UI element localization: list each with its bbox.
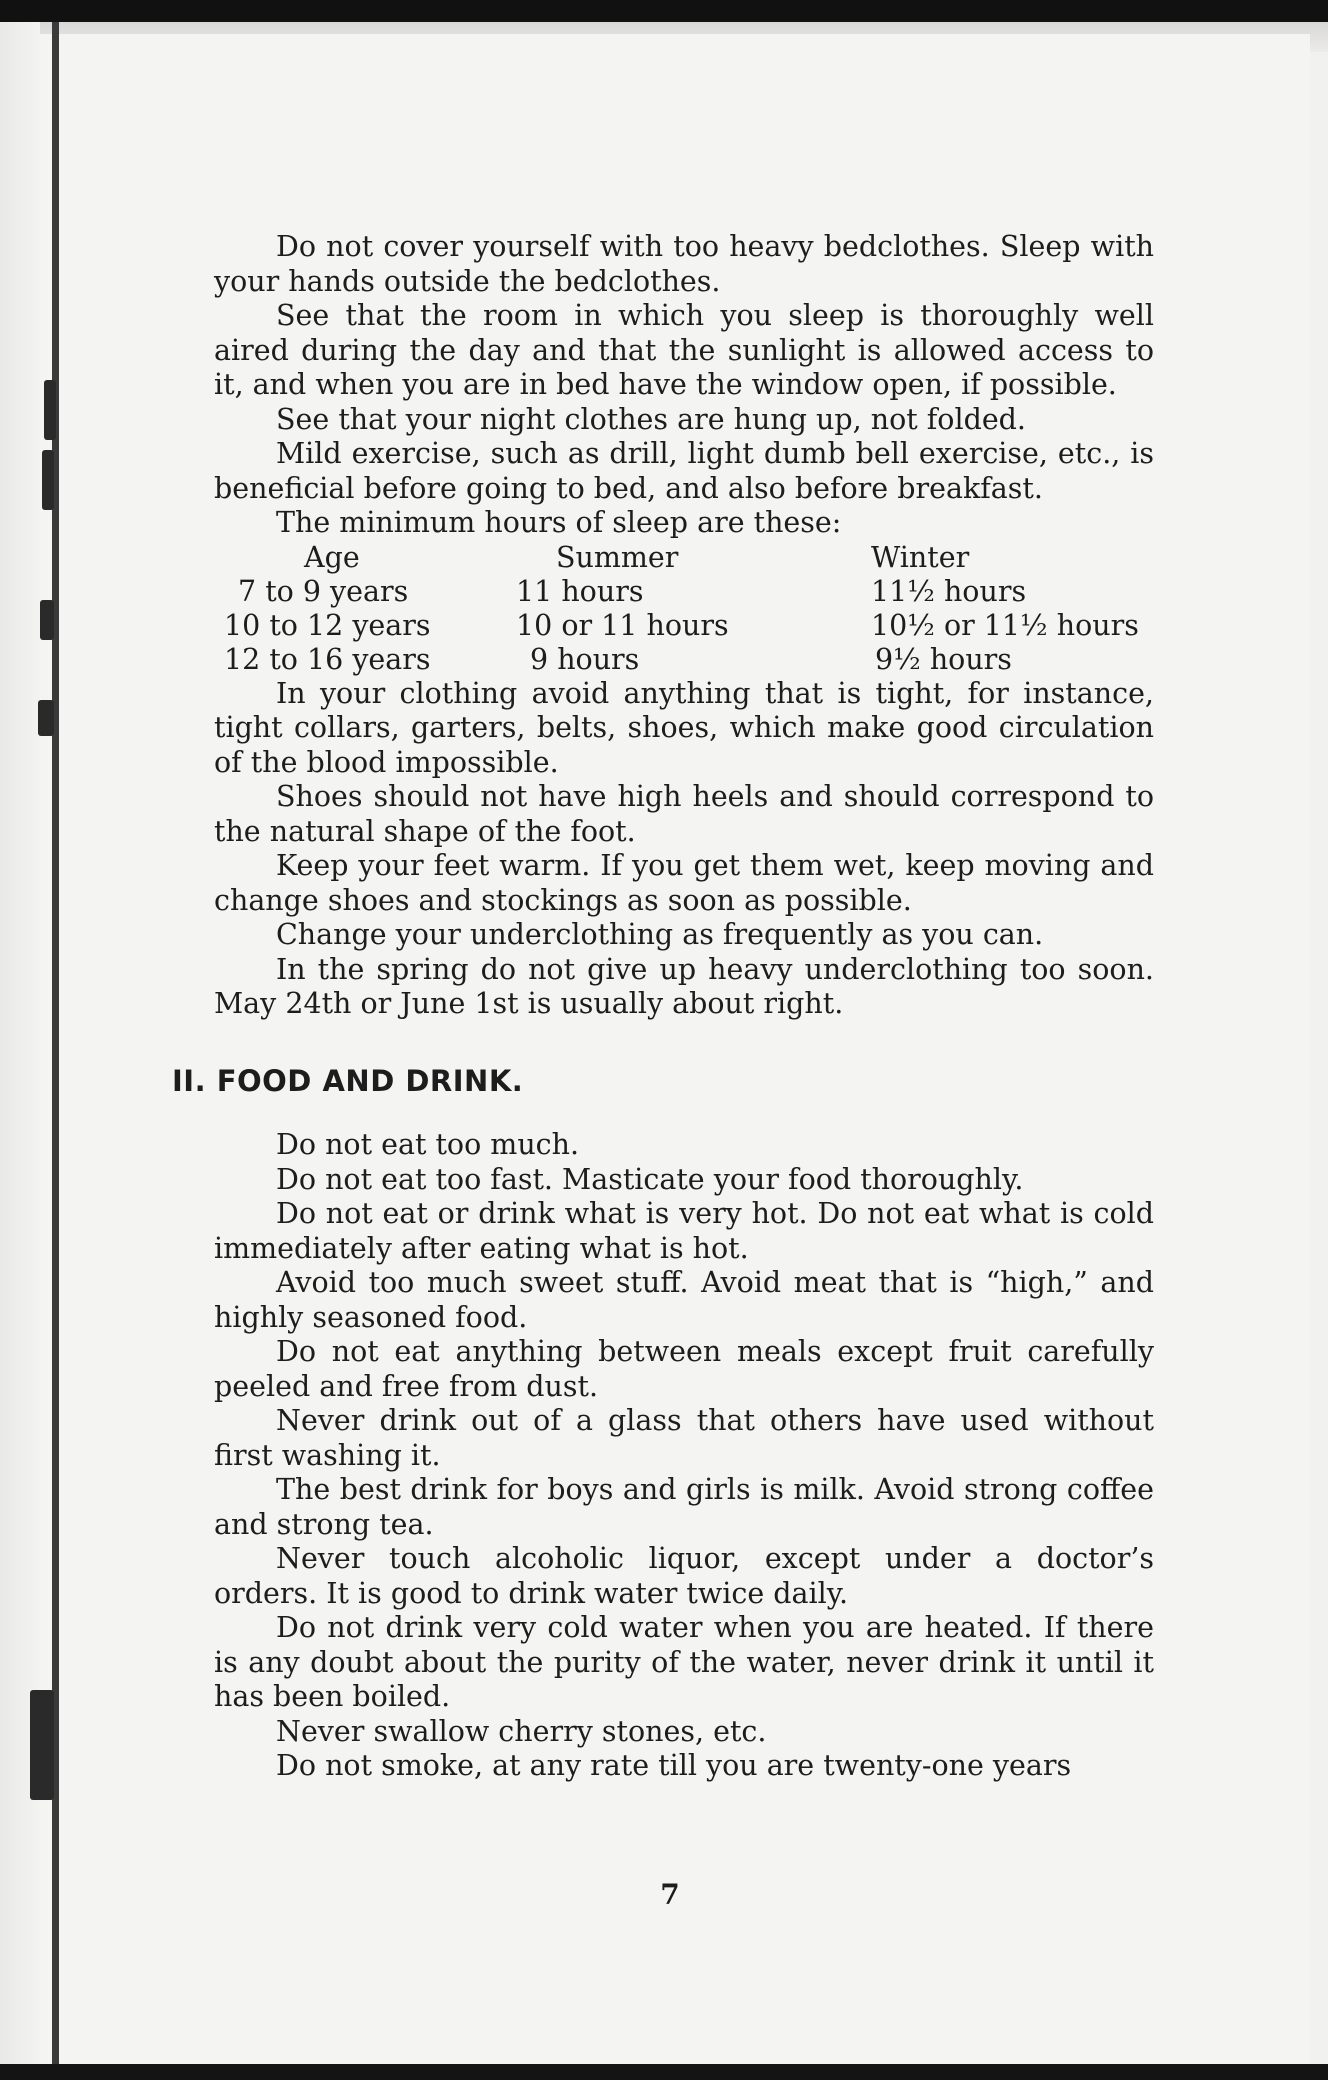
binding-mark bbox=[40, 600, 54, 640]
table-header-row bbox=[214, 541, 1139, 575]
table-row bbox=[214, 643, 1139, 677]
scan-bottom-border bbox=[0, 2064, 1328, 2080]
section-heading: II. FOOD AND DRINK. bbox=[172, 1063, 524, 1098]
table-cell-age: 10 to 12 years bbox=[224, 608, 431, 642]
page-text bbox=[172, 230, 1154, 1784]
table-cell-winter: 11½ hours bbox=[871, 574, 1027, 608]
page-number: 7 bbox=[660, 1878, 680, 1911]
paragraph: Do not drink very cold water when you are heated. If there is any doubt about the purity of the water, never drink it until it has been boiled. bbox=[214, 1611, 1154, 1713]
column-header-winter: Winter bbox=[871, 540, 970, 574]
binding-mark bbox=[30, 1690, 54, 1800]
paragraph: Do not smoke, at any rate till you are twenty-one years bbox=[276, 1749, 1072, 1782]
paragraph: Keep your feet warm. If you get them wet, keep moving and change shoes and stockings as soon as possible. bbox=[214, 849, 1154, 917]
paragraph: Avoid too much sweet stuff. Avoid meat that is “high,” and highly seasoned food. bbox=[214, 1266, 1154, 1334]
table-cell-winter: 10½ or 11½ hours bbox=[871, 608, 1139, 642]
table-cell-winter: 9½ hours bbox=[875, 642, 1012, 676]
paragraph: The best drink for boys and girls is milk. Avoid strong coffee and strong tea. bbox=[214, 1473, 1154, 1541]
binding-mark bbox=[44, 380, 56, 440]
sleep-hours-table bbox=[214, 541, 1139, 677]
scan-top-border bbox=[0, 0, 1328, 22]
paragraph: Do not cover yourself with too heavy bedclothes. Sleep with your hands outside the bedclothes. bbox=[214, 230, 1154, 298]
table-cell-summer: 9 hours bbox=[530, 642, 640, 676]
paragraph: See that the room in which you sleep is thoroughly well aired during the day and that the sunlight is allowed access to it, and when you are in bed have the window open, if possible. bbox=[214, 299, 1154, 401]
binding-mark bbox=[38, 700, 54, 736]
paragraph: Shoes should not have high heels and should correspond to the natural shape of the foot. bbox=[214, 780, 1154, 848]
paragraph: Mild exercise, such as drill, light dumb bell exercise, etc., is beneficial before going to bed, and also before breakfast. bbox=[214, 437, 1154, 505]
column-header-age: Age bbox=[304, 540, 360, 574]
column-header-summer: Summer bbox=[556, 540, 679, 574]
paragraph: Do not eat too fast. Masticate your food thoroughly. bbox=[276, 1162, 1024, 1196]
paragraph: Never swallow cherry stones, etc. bbox=[276, 1714, 767, 1748]
binding-mark bbox=[42, 450, 54, 510]
paragraph: See that your night clothes are hung up, not folded. bbox=[276, 402, 1026, 436]
paragraph: Do not eat anything between meals except fruit carefully peeled and free from dust. bbox=[214, 1335, 1154, 1403]
paragraph: Do not eat too much. bbox=[276, 1128, 580, 1161]
table-cell-age: 7 to 9 years bbox=[238, 574, 409, 608]
table-row bbox=[214, 609, 1139, 643]
paragraph: In the spring do not give up heavy underclothing too soon. May 24th or June 1st is usually about right. bbox=[214, 952, 1154, 1020]
paragraph: In your clothing avoid anything that is tight, for instance, tight collars, garters, belts, shoes, which make good circulation of the blood impossible. bbox=[214, 676, 1154, 779]
paragraph: Change your underclothing as frequently as you can. bbox=[276, 918, 1044, 951]
table-row bbox=[214, 575, 1139, 609]
paragraph: Do not eat or drink what is very hot. Do not eat what is cold immediately after eating what is hot. bbox=[214, 1197, 1154, 1265]
paragraph: Never touch alcoholic liquor, except under a doctor’s orders. It is good to drink water twice daily. bbox=[214, 1542, 1154, 1610]
paragraph: The minimum hours of sleep are these: bbox=[276, 506, 842, 539]
table-cell-age: 12 to 16 years bbox=[224, 642, 431, 676]
paragraph: Never drink out of a glass that others have used without first washing it. bbox=[214, 1404, 1154, 1472]
table-cell-summer: 11 hours bbox=[516, 574, 644, 608]
table-cell-summer: 10 or 11 hours bbox=[516, 608, 729, 642]
